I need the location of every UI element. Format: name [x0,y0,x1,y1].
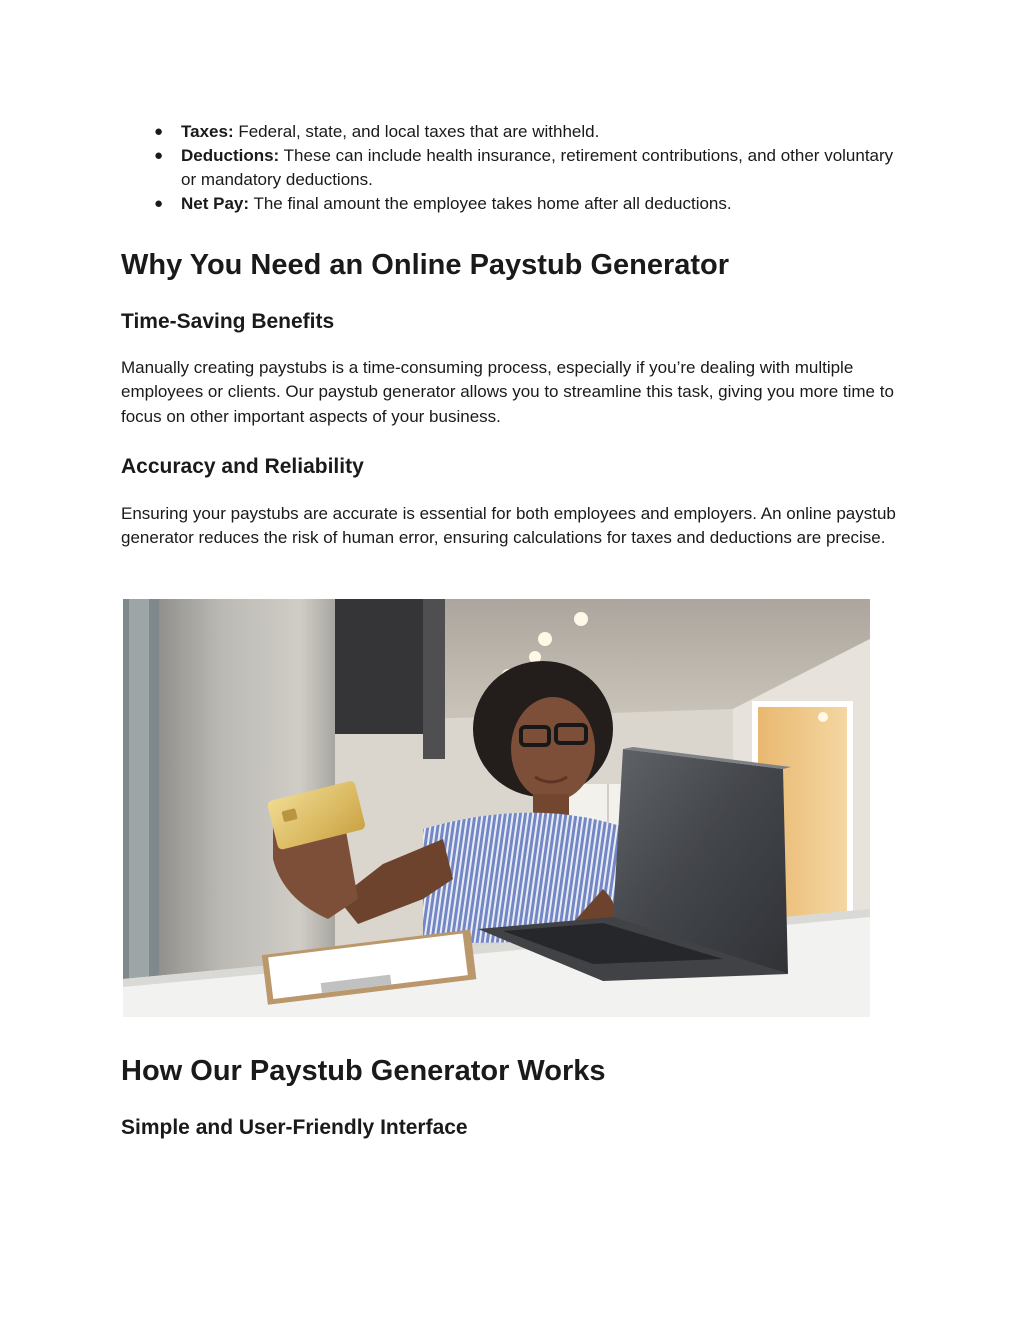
bullet-icon: ● [154,195,164,212]
list-item-term: Deductions: [181,146,280,165]
list-item-text: The final amount the employee takes home after all deductions. [249,194,732,213]
section-heading-why: Why You Need an Online Paystub Generator [121,249,730,281]
pay-components-list [121,120,901,216]
list-item-text: Federal, state, and local taxes that are withheld. [233,122,600,141]
list-item-term: Taxes: [181,122,234,141]
list-item-text: These can include health insurance, retirement contributions, and other voluntary or mandatory deductions. [181,146,894,189]
list-item [121,144,901,192]
bullet-icon: ● [154,147,164,164]
subheading-interface: Simple and User-Friendly Interface [121,1116,468,1139]
section-heading-how: How Our Paystub Generator Works [121,1055,606,1087]
list-item [121,192,901,216]
woman-with-card-and-laptop-photo [123,599,870,1017]
list-item [121,120,901,144]
subheading-accuracy: Accuracy and Reliability [121,455,364,478]
paragraph-time-saving: Manually creating paystubs is a time-consuming process, especially if you’re dealing with multiple employees or clients. Our paystub generator allows you to streamline this task, giving you more time to focus on other important aspects of your business. [121,358,894,426]
paragraph-accuracy: Ensuring your paystubs are accurate is essential for both employees and employers. An online paystub generator reduces the risk of human error, ensuring calculations for taxes and deductions are precise. [121,504,896,548]
list-item-term: Net Pay: [181,194,250,213]
subheading-time-saving: Time-Saving Benefits [121,310,335,333]
bullet-icon: ● [154,123,164,140]
